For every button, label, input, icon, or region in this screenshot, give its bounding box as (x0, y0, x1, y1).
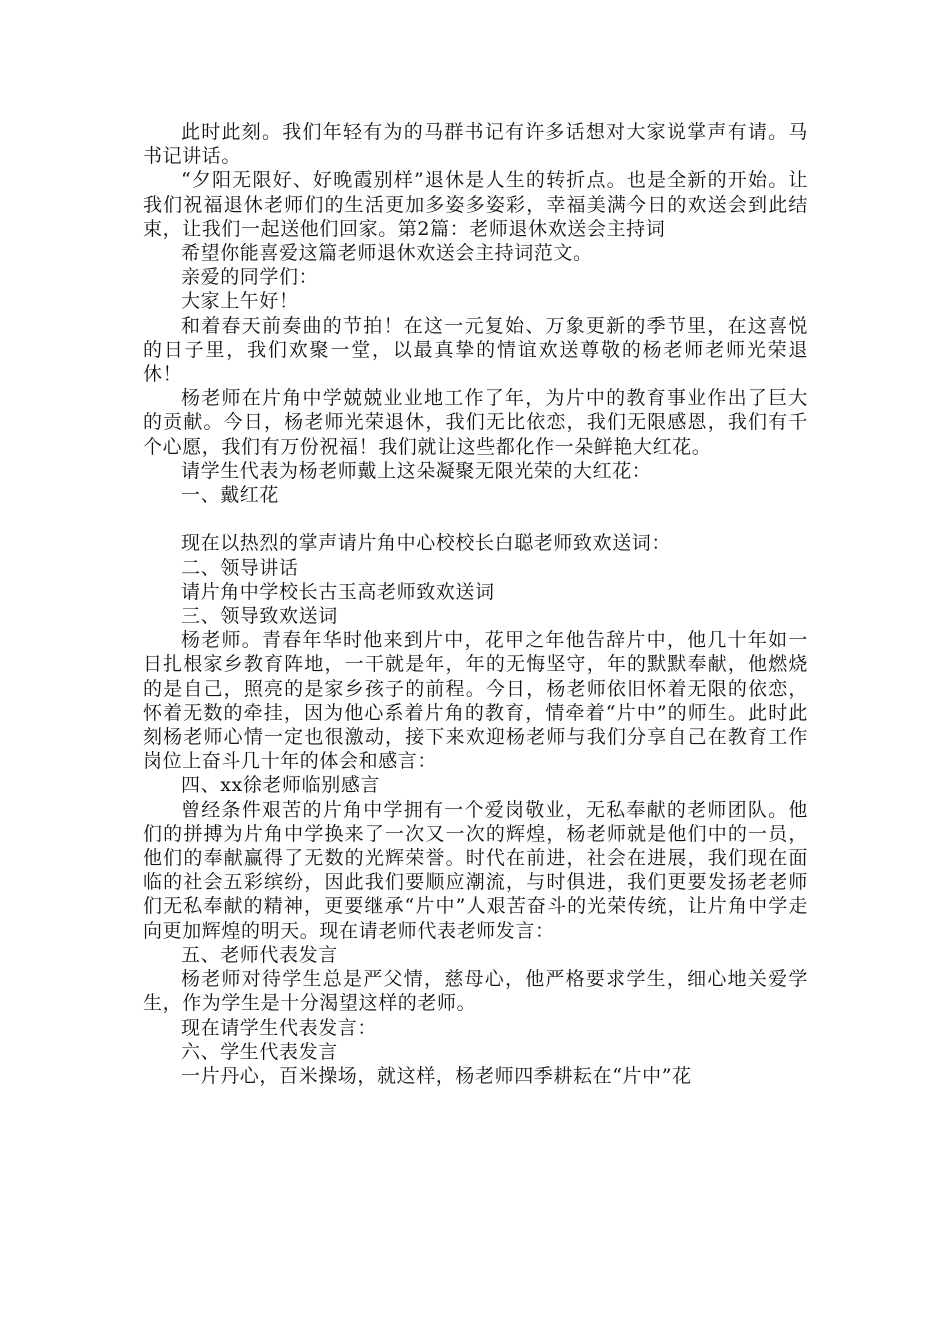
paragraph: 曾经条件艰苦的片角中学拥有一个爱岗敬业，无私奉献的老师团队。他们的拼搏为片角中学换来了一次又一次的辉煌，杨老师就是他们中的一员，他们的奉献赢得了无数的光辉荣誉。时代在前进，社会在进展，我们现在面临的社会五彩缤纷，因此我们要顺应潮流，与时俱进，我们更要发扬老老师们无私奉献的精神，更要继承“片中”人艰苦奋斗的光荣传统，让片角中学走向更加辉煌的明天。现在请老师代表老师发言： (143, 798, 808, 942)
paragraph: 现在请学生代表发言： (181, 1016, 378, 1039)
section-heading: 三、领导致欢送词 (181, 605, 338, 628)
paragraph: 杨老师。青春年华时他来到片中，花甲之年他告辞片中，他几十年如一日扎根家乡教育阵地，一干就是年，年的无悔坚守，年的默默奉献，他燃烧的是自己，照亮的是家乡孩子的前程。今日，杨老师依旧怀着无限的依恋，怀着无数的牵挂，因为他心系着片角的教育，情牵着“片中”的师生。此时此刻杨老师心情一定也很激动，接下来欢迎杨老师与我们分享自己在教育工作岗位上奋斗几十年的体会和感言： (143, 629, 808, 773)
document-body (143, 120, 808, 1088)
paragraph: 杨老师在片角中学兢兢业业地工作了年，为片中的教育事业作出了巨大的贡献。今日，杨老师光荣退休，我们无比依恋，我们无限感恩，我们有千个心愿，我们有万份祝福！我们就让这些都化作一朵鲜艳大红花。 (143, 387, 808, 458)
paragraph: 请学生代表为杨老师戴上这朵凝聚无限光荣的大红花： (181, 459, 652, 482)
greeting-line: 亲爱的同学们： (181, 266, 319, 289)
paragraph: 一片丹心，百米操场，就这样，杨老师四季耕耘在“片中”花 (181, 1064, 692, 1087)
section-heading: 五、老师代表发言 (181, 943, 338, 966)
paragraph: 杨老师对待学生总是严父情，慈母心，他严格要求学生，细心地关爱学生，作为学生是十分渴望这样的老师。 (143, 968, 808, 1015)
paragraph: 现在以热烈的掌声请片角中心校校长白聪老师致欢送词： (181, 532, 672, 555)
paragraph: 此时此刻。我们年轻有为的马群书记有许多话想对大家说掌声有请。马书记讲话。 (143, 121, 808, 168)
section-heading: 一、戴红花 (181, 484, 280, 507)
paragraph: 和着春天前奏曲的节拍！在这一元复始、万象更新的季节里，在这喜悦的日子里，我们欢聚一堂，以最真挚的情谊欢送尊敬的杨老师老师光荣退休！ (143, 314, 808, 386)
paragraph: “夕阳无限好、好晚霞别样”退休是人生的转折点。也是全新的开始。让我们祝福退休老师们的生活更加多姿多姿彩，幸福美满今日的欢送会到此结束，让我们一起送他们回家。第2篇：老师退休欢送会主持词 (143, 169, 808, 240)
section-heading: 二、领导讲话 (181, 556, 299, 579)
paragraph: 请片角中学校长古玉高老师致欢送词 (181, 580, 495, 603)
greeting-line: 大家上午好！ (181, 290, 299, 313)
blank-line (143, 507, 808, 531)
section-heading: 六、学生代表发言 (181, 1040, 338, 1063)
section-heading: 四、xx徐老师临别感言 (181, 774, 381, 797)
paragraph: 希望你能喜爱这篇老师退休欢送会主持词范文。 (181, 242, 593, 265)
